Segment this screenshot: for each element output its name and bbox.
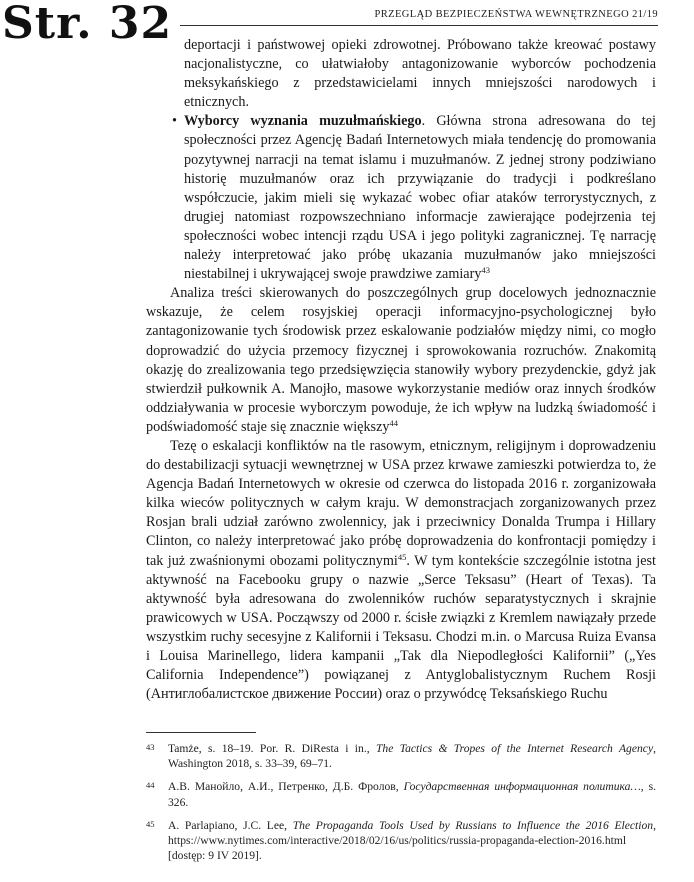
footnote-title: The Propaganda Tools Used by Russians to Influence the 2016 Election <box>292 818 654 832</box>
footnote-number: 44 <box>146 780 155 791</box>
footnote-rule <box>146 732 256 733</box>
footnote-text: , s. 326. <box>168 780 656 809</box>
footnote-ref-45: 45 <box>397 551 407 562</box>
footnote-text: A. Parlapiano, J.C. Lee, <box>168 818 293 832</box>
footnotes <box>146 732 656 871</box>
paragraph-analysis <box>146 284 656 437</box>
footnote-ref-43: 43 <box>481 265 490 276</box>
main-text <box>146 36 656 704</box>
footnote-number: 43 <box>146 742 155 752</box>
footnote-number: 45 <box>146 818 155 829</box>
paragraph-escalation <box>146 437 656 704</box>
bullet-text: . Główna strona adresowana do tej społeczności przez Agencję Badań Internetowych miała tendencję do promowania pozytywnej narracji na temat islamu i muzułmanów. Z jednej strony podziwiano historię muzułmanów oraz ich przywiązanie do tradycji i podkreślano współczucie, jakim mieli się wykazać wobec ofiar ataków terrorystycznych, z drugiej natomiast rozpowszechniano informacje zawierające podejrzenia tej społeczności wobec intencji rządu USA i jego polityki zagranicznej. Tę narrację należy interpretować jako próbę ukazania muzułmanów jako mniejszości niestabilnej i ukrywającej swoje prawdziwe zamiary <box>184 113 656 283</box>
footnote-45 <box>146 818 656 864</box>
bullet-paragraph <box>184 112 656 284</box>
footnote-text: А.В. Манойло, А.И., Петренко, Д.Б. Фролов, <box>168 780 404 794</box>
footnote-43 <box>146 741 656 771</box>
paragraph-escalation-text-1: Tezę o eskalacji konfliktów na tle rasowym, etnicznym, religijnym i doprowadzeniu do destabilizacji sytuacji wewnętrznej w USA przez krwawe zamieszki potwierdza to, że Agencja Badań Internetowych w okresie od czerwca do listopada 2016 r. zorganizowała kilka wieców politycznych w całym kraju. W demonstracjach zorganizowanych przez Rosjan brali udział zarówno zwolennicy, jak i przeciwnicy Donalda Trumpa i Hillary Clinton, co należy interpretować jako próbę doprowadzenia do konfrontacji pomiędzy i tak już zwaśnionymi obozami politycznymi <box>146 437 656 569</box>
bullet-item-muslim-voters <box>146 112 656 284</box>
footnote-ref-44: 44 <box>389 417 398 428</box>
footnote-link: , https://www.nytimes.com/interactive/2018/02/16/us/politics/russia-propaganda-election-2016.html [dostęp: 9 IV 2019]. <box>168 818 657 863</box>
footnote-title: Государственная информационная политика… <box>403 780 641 794</box>
running-head: PRZEGLĄD BEZPIECZEŃSTWA WEWNĘTRZNEGO 21/19 <box>374 9 658 20</box>
header-rule <box>180 25 658 26</box>
page-number-stamp: Str. 32 <box>2 0 173 49</box>
footnote-text: , Washington 2018, s. 33–39, 69–71. <box>168 742 656 771</box>
bullet-heading: Wyborcy wyznania muzułmańskiego <box>184 113 422 130</box>
footnote-44 <box>146 779 656 809</box>
bullet-marker: • <box>172 113 177 130</box>
continuation-paragraph: deportacji i państwowej opieki zdrowotnej. Próbowano także kreować postawy nacjonalistyczne, co ułatwiałoby antagonizowanie wyborców pochodzenia meksykańskiego z przedstawicielami innych mniejszości narodowych i etnicznych. <box>184 37 656 111</box>
paragraph-analysis-text: Analiza treści skierowanych do poszczególnych grup docelowych jednoznacznie wskazuje, że celem rosyjskiej operacji informacyjno-psychologicznej było zantagonizowanie tych środowisk przez eskalowanie podziałów między nimi, co mogło doprowadzić do użycia przemocy fizycznej i sprowokowania rozruchów. Znakomitą okazję do zrealizowania tego przedsięwzięcia stanowiły wybory prezydenckie, gdyż jak stwierdził pułkownik A. Manojło, masowe wykorzystanie mediów oraz innych środków oddziaływania w procesie wyborczym powoduje, że ich wpływ na ludzką świadomość i podświadomość staje się znacznie większy <box>146 285 656 435</box>
footnote-text: Tamże, s. 18–19. Por. R. DiResta i in., <box>168 742 376 755</box>
paragraph-escalation-text-2: . W tym kontekście szczególnie istotna jest aktywność na Facebooku grupy o nazwie „Serce Teksasu” (Heart of Texas). Ta aktywność była adresowana do zwolenników ruchów separatystycznych i skrajnie prawicowych w USA. Począwszy od 2000 r. ścisłe związki z Kremlem nawiązały przede wszystkim ruchy secesyjne z Kalifornii i Teksasu. Chodzi m.in. o Marcusa Ruiza Evansa i Louisa Marinellego, lidera kampanii „Tak dla Niepodległości Kalifornii” („Yes California Independence”) powiązanej z Antyglobalistycznym Ruchem Rosji (Антиглобалистское движение России) oraz o przywódcę Teksańskiego Ruchu <box>146 552 656 703</box>
footnote-title: The Tactics & Tropes of the Internet Research Agency <box>375 742 654 755</box>
